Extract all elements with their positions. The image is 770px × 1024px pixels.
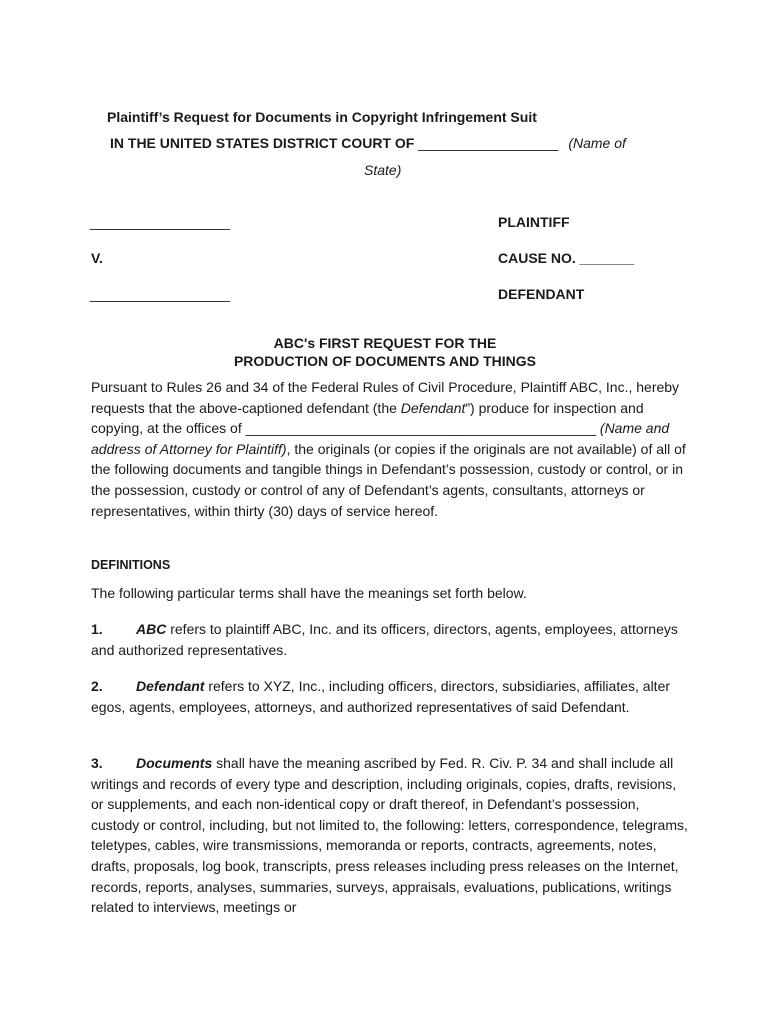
definition-term: ABC [136,621,167,637]
plaintiff-blank: __________________ [90,214,231,230]
intro-paragraph [91,377,691,521]
definition-term: Defendant [136,678,205,694]
definition-item [91,753,691,918]
definition-number: 1. [91,621,103,637]
defendant-blank: __________________ [90,286,231,302]
intro-blank: _____________________________________________ [245,420,597,437]
court-state-hint: State) [364,162,402,178]
intro-defendant-term: Defendant [400,399,466,416]
definition-number: 3. [91,755,103,771]
plaintiff-label: PLAINTIFF [498,214,570,230]
cause-number-label: CAUSE NO. _______ [498,250,635,266]
intro-name-hint: (Name and address of Attorney for Plaintiff) [91,420,670,457]
definitions-heading: DEFINITIONS [91,558,171,572]
definitions-intro: The following particular terms shall have the meanings set forth below. [91,585,527,601]
court-name-hint: (Name of [568,135,626,151]
court-blank: __________________ [418,135,559,151]
versus-label: V. [91,250,103,266]
court-prefix: IN THE UNITED STATES DISTRICT COURT OF [110,135,415,151]
intro-part1: Pursuant to Rules 26 and 34 of the Federal Rules of Civil Procedure, Plaintiff ABC, Inc., hereby requests that the above-captioned defendant (the [91,379,680,416]
definition-number: 2. [91,678,103,694]
request-heading-line2: PRODUCTION OF DOCUMENTS AND THINGS [233,353,537,369]
definition-text: shall have the meaning ascribed by Fed. R. Civ. P. 34 and shall include all writings and records of every type and description, including originals, copies, drafts, revisions, or supplements, and each non-identical copy or draft thereof, in Defendant’s possession, custody or control, including, but not limited to, the following: letters, correspondence, telegrams, teletypes, cables, wire transmissions, memoranda or reports, contracts, agreements, notes, drafts, proposals, log book, transcripts, press releases including press releases on the Internet, records, reports, analyses, summaries, surveys, appraisals, evaluations, publications, writings related to interviews, meetings or [91,755,688,916]
definition-text: refers to plaintiff ABC, Inc. and its officers, directors, agents, employees, attorneys and authorized representatives. [91,621,678,658]
definition-term: Documents [136,755,213,771]
intro-part2: ”) produce for inspection and copying, at the offices of [91,399,644,437]
intro-part3: , the originals (or copies if the originals are not available) of all of the following documents and tangible things in Defendant’s possession, custody or control, or in the possession, custody or control of any of Defendant’s agents, consultants, attorneys or representatives, within thirty (30) days of service hereof. [91,440,686,519]
definition-item [91,676,691,717]
definition-item [91,619,691,660]
defendant-label: DEFENDANT [498,286,585,302]
request-heading-line1: ABC's FIRST REQUEST FOR THE [273,335,497,351]
court-line [110,135,626,151]
document-title: Plaintiff’s Request for Documents in Copyright Infringement Suit [107,109,537,125]
definition-text: refers to XYZ, Inc., including officers, directors, subsidiaries, affiliates, alter egos, agents, employees, attorneys, and authorized representatives of said Defendant. [91,678,671,715]
